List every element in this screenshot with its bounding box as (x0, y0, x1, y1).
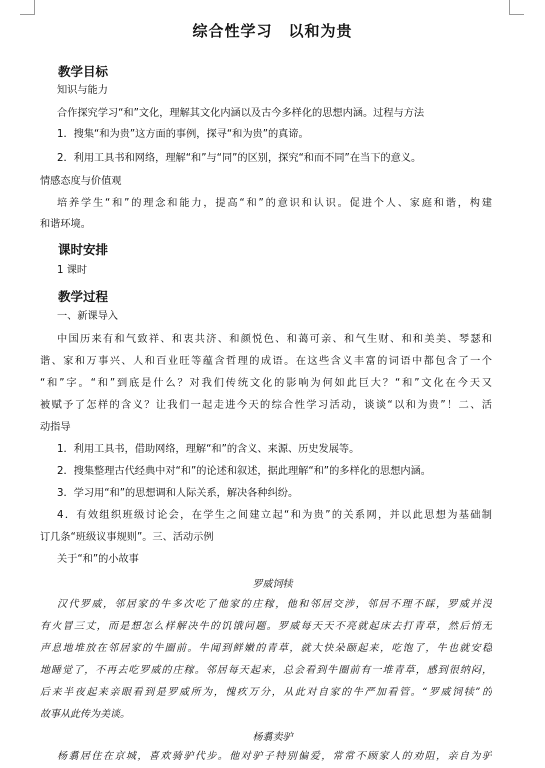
story-line-3: 声息地堆放在邻居家的牛圈前。牛闻到鲜嫩的青草，就大快朵颐起来，吃饱了，牛也就安稳 (40, 643, 492, 654)
attitude-line-1: 培养学生“和”的理念和能力，提高“和”的意识和认识。促进个人、家庭和谐，构建 (57, 198, 492, 209)
story-2-title: 杨翥卖驴 (252, 732, 293, 743)
paragraph-line-2: 谐、家和万事兴、人和百业旺等蕴含哲理的成语。在这些含义丰富的词语中都包含了一个 (40, 356, 492, 367)
attitude-line-2: 和谐环境。 (40, 219, 91, 230)
guidance-item-2: 2．搜集整理古代经典中对“和”的论述和叙述，据此理解“和”的多样化的思想内涵。 (57, 466, 431, 477)
story-line-5: 后来半夜起来亲眼看到是罗威所为，愧疚万分，从此对自家的牛严加看管。“罗威饲犊”的 (40, 687, 492, 698)
objective-line-2: 1．搜集“和为贵”这方面的事例，探寻“和为贵”的真谛。 (57, 129, 309, 140)
guidance-item-1: 1．利用工具书，借助网络，理解“和”的含义、来源、历史发展等。 (57, 444, 360, 455)
process-heading: 教学过程 (58, 289, 109, 304)
story-1-title: 罗威饲犊 (252, 579, 293, 590)
schedule-heading: 课时安排 (58, 242, 109, 257)
objective-line-1: 合作探究学习“和”文化，理解其文化内涵以及古今多样化的思想内涵。过程与方法 (57, 108, 425, 119)
story-line-7: 杨翥居住在京城，喜欢骑驴代步。他对驴子特别偏爱，常常不顾家人的劝阻，亲自为驴 (57, 751, 492, 762)
page-corner-mark-top-right (509, 0, 524, 15)
story-line-2: 有火冒三丈，而是想怎么样解决牛的饥饿问题。罗威每天天不亮就起床去打青草，然后悄无 (40, 621, 492, 632)
schedule-value: 1 课时 (57, 265, 88, 276)
story-intro: 关于“和”的小故事 (57, 554, 139, 565)
paragraph-line-4: 被赋予了怎样的含义？让我们一起走进今天的综合性学习活动，谈谈“以和为贵”！二、活 (40, 400, 492, 411)
objectives-heading: 教学目标 (58, 64, 109, 79)
guidance-item-4a: 4．有效组织班级讨论会，在学生之间建立起“和为贵”的关系网，并以此思想为基础制 (57, 510, 492, 521)
paragraph-line-1: 中国历来有和气致祥、和衷共济、和颜悦色、和蔼可亲、和气生财、和和美美、琴瑟和 (57, 334, 492, 345)
attitude-label: 情感态度与价值观 (40, 176, 122, 187)
guidance-item-4b: 订几条“班级议事规则”。三、活动示例 (40, 532, 214, 543)
story-line-6: 故事从此传为美谈。 (40, 709, 130, 720)
paragraph-line-5: 动指导 (40, 422, 71, 433)
knowledge-label: 知识与能力 (57, 85, 108, 96)
page-corner-mark-top-left (20, 0, 35, 15)
guidance-item-3: 3．学习用“和”的思想调和人际关系，解决各种纠纷。 (57, 488, 299, 499)
story-line-1: 汉代罗威，邻居家的牛多次吃了他家的庄稼，他和邻居交涉，邻居不理不睬，罗威并没 (57, 599, 492, 610)
story-line-4: 地睡觉了，不再去吃罗威的庄稼。邻居每天起来，总会看到牛圈前有一堆青草，感到很纳闷， (40, 665, 492, 676)
intro-label: 一、新课导入 (57, 311, 119, 322)
page-title: 综合性学习 以和为贵 (192, 22, 353, 40)
objective-line-3: 2．利用工具书和网络，理解“和”与“同”的区别，探究“和而不同”在当下的意义。 (57, 153, 422, 164)
paragraph-line-3: “和”字。“和”到底是什么？对我们传统文化的影响为何如此巨大？“和”文化在今天又 (40, 378, 492, 389)
